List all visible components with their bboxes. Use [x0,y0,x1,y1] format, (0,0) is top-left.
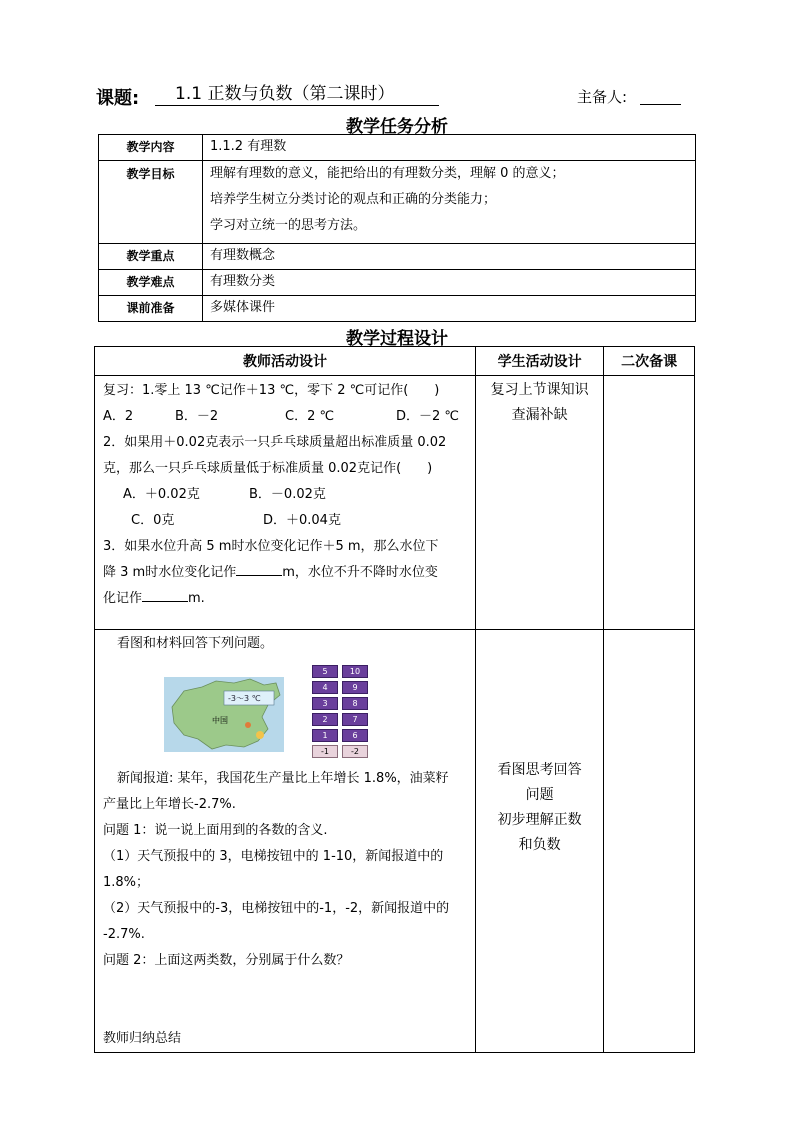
material-intro: 看图和材料回答下列问题。 [117,636,274,651]
option: A．＋0.02克 [123,487,200,502]
student-line: 初步理解正数 [497,812,582,828]
teacher-summary: 教师归纳总结 [103,1031,182,1046]
row-value: 多媒体课件 [203,296,696,322]
elevator-button: 2 [312,713,338,726]
row-key: 教学难点 [99,270,203,296]
header-row [95,347,695,376]
elevator-button: 8 [342,697,368,710]
preparer-blank [640,104,681,105]
row-value: 有理数概念 [203,244,696,270]
row-key: 教学重点 [99,244,203,270]
map-label-temp: -3～3 ℃ [228,694,261,703]
elevator-button: 6 [342,729,368,742]
student-line: 查漏补缺 [511,407,568,423]
student-activity [476,630,603,858]
second-prep-cell [604,376,695,630]
table-row [99,135,696,161]
spacer [103,974,469,1026]
option: C．0克 [131,513,175,528]
q3-part: m，水位不升不降时水位变 [282,565,438,580]
option: B．－0.02克 [249,487,326,502]
q3-part: m. [188,591,205,606]
student-line: 和负数 [518,837,561,853]
q2-options-2 [103,508,469,534]
material-cell [95,630,476,1053]
weather-map-image [164,677,284,752]
row-key: 教学目标 [99,161,203,244]
q3-text-a: 3．如果水位升高 5 m时水位变化记作＋5 m，那么水位下 [103,539,439,554]
preparer-label: 主备人: [577,88,628,106]
option: D．－2 ℃ [396,409,460,424]
student-line: 看图思考回答 [497,762,582,778]
review-cell [95,376,476,630]
q2-text-a: 2．如果用＋0.02克表示一只乒乓球质量超出标准质量 0.02 [103,435,447,450]
topic-label: 课题: [96,88,140,109]
header-teacher: 教师活动设计 [95,347,476,376]
map-label-china: 中国 [212,716,228,725]
material-student-cell [476,630,604,1053]
elevator-button: -2 [342,745,368,758]
lesson-title: 1.1 正数与负数（第二课时） [155,84,439,106]
elevator-button: 10 [342,665,368,678]
header-second: 二次备课 [604,347,695,376]
elevator-button: 4 [312,681,338,694]
elevator-button: 1 [312,729,338,742]
q3-part: 化记作 [103,591,143,606]
option: B．－2 [175,409,219,424]
answer-blank [236,561,282,576]
q3-part: 降 3 m时水位变化记作 [103,565,237,580]
student-activity [476,376,603,428]
answer-2b: -2.7%. [103,927,145,942]
answer-1b: 1.8%； [103,875,150,890]
table-row [99,296,696,322]
process-title: 教学过程设计 [346,329,448,349]
option: A．2 [103,409,134,424]
elevator-button: 7 [342,713,368,726]
news-b: 产量比上年增长-2.7%. [103,797,236,812]
option: D．＋0.04克 [263,513,341,528]
analysis-title: 教学任务分析 [346,117,448,137]
table-row [99,270,696,296]
table-row [99,161,696,244]
elevator-button: 5 [312,665,338,678]
analysis-table [98,134,696,322]
material-text [95,764,475,1052]
q3-text-c [103,586,469,612]
q2-options-1 [103,482,469,508]
objective-line: 培养学生树立分类讨论的观点和正确的分类能力； [210,192,497,207]
objective-line: 理解有理数的意义，能把给出的有理数分类，理解 0 的意义； [210,166,565,181]
answer-2a: （2）天气预报中的-3，电梯按钮中的-1，-2，新闻报道中的 [103,901,450,916]
second-prep-cell [604,630,695,1053]
option: C．2 ℃ [285,409,335,424]
table-row [99,244,696,270]
objectives-cell [203,161,696,244]
header-student: 学生活动设计 [476,347,604,376]
student-line: 问题 [525,787,554,803]
table-row [95,376,695,630]
row-value: 有理数分类 [203,270,696,296]
q2-text-b: 克，那么一只乒乓球质量低于标准质量 0.02克记作( ) [103,461,433,476]
question-2: 问题 2：上面这两类数，分别属于什么数？ [103,953,350,968]
row-key: 教学内容 [99,135,203,161]
elevator-button: 9 [342,681,368,694]
q1-text: 复习：1.零上 13 ℃记作＋13 ℃，零下 2 ℃可记作( ) [103,383,440,398]
q1-options [103,404,469,430]
objective-line: 学习对立统一的思考方法。 [210,218,367,233]
row-value: 1.1.2 有理数 [203,135,696,161]
elevator-button: -1 [312,745,338,758]
answer-1a: （1）天气预报中的 3，电梯按钮中的 1-10，新闻报道中的 [103,849,444,864]
news-a: 新闻报道: 某年，我国花生产量比上年增长 1.8%，油菜籽 [117,771,449,786]
q3-text-b [103,560,469,586]
row-key: 课前准备 [99,296,203,322]
review-student-cell [476,376,604,630]
student-line: 复习上节课知识 [490,382,589,398]
image-spacer [95,654,475,764]
elevator-button: 3 [312,697,338,710]
review-questions [95,376,475,612]
answer-blank [142,587,188,602]
question-1: 问题 1：说一说上面用到的各数的含义. [103,823,328,838]
